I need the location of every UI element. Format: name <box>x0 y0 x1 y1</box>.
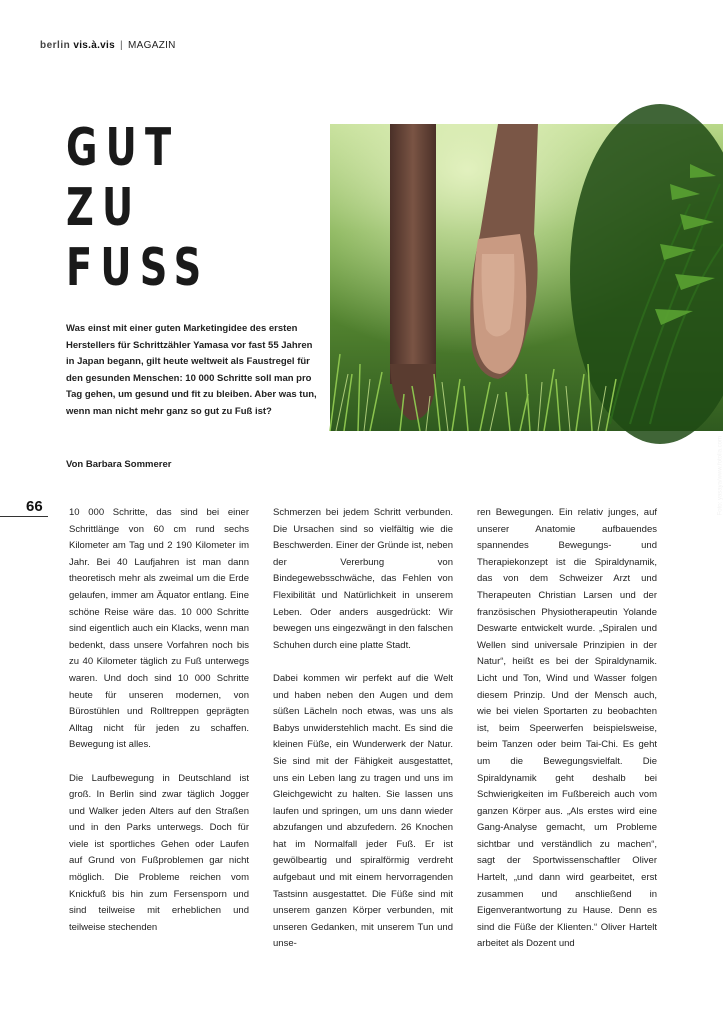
body-paragraph: Die Laufbewegung in Deutschland ist groß. In Berlin sind zwar täglich Jogger und Walker jeden Alters auf den Straßen und in den Parks unterwegs. Doch für viele ist sportliches Gehen oder Laufen auf Grund von Fußproblemen gar nicht möglich. Die Probleme reichen vom Knickfuß bis hin zum Fersensporn und sind teilweise mit erheblichen und teilweise stechenden <box>69 772 249 933</box>
magazine-header <box>40 40 176 51</box>
page-number-rule <box>0 516 48 517</box>
brand-berlin: berlin <box>40 40 71 51</box>
title-line-3: FUSS <box>66 238 210 298</box>
title-line-2: ZU <box>66 178 142 238</box>
brand-visavis: vis.à.vis <box>73 40 115 51</box>
body-paragraph: 10 000 Schritte, das sind bei einer Schrittlänge von 60 cm rund sechs Kilometer am Tag und 2 190 Kilometer im Jahr. Bei 40 Laufjahren ist man dann theoretisch mehr als zweimal um die Erde gelaufen, immer am Äquator entlang. Eine schöne Reise wäre das. 10 000 Schritte sind eigentlich auch ein Klacks, wenn man bedenkt, dass unsere Vorfahren noch bis zu 40 Kilometer täglich zu Fuß unterwegs waren. Und doch sind 10 000 Schritte heute für unseren modernen, von Bürostühlen und Rolltreppen geprägten Alltag nicht für jeden zu schaffen. Bewegung ist alles. <box>69 507 249 751</box>
article-title <box>66 118 230 298</box>
title-line-1: GUT <box>66 118 180 178</box>
body-paragraph: ren Bewegungen. Ein relativ junges, auf unserer Anatomie aufbauendes spannendes Bewegungs- und Therapiekonzept ist die Spiraldynamik, das von dem Schweizer Arzt und Therapeuten Christian Larsen und der französischen Physiotherapeutin Yolande Deswarte entwickelt wurde. „Spiralen und Wellen sind universale Prinzipien in der Natur“, heißt es bei der Spiraldynamik. Licht und Ton, Wind und Wasser folgen diesem Prinzip. Und der Mensch auch, wie bei vielen Sportarten zu beobachten ist, beim Speerwerfen beispielsweise, beim Tanzen oder beim Tai-Chi. Es geht um die Bewegungsvielfalt. Die Spiraldynamik geht deshalb bei Schwierigkeiten im Fußbereich auch vom ganzen Körper aus. „Als erstes wird eine Gang-Analyse gemacht, um Probleme sichtbar und verständlich zu machen“, sagt der Sportwissenschaftler Oliver Hartelt, „und dann wird gearbeitet, erst zusammen und anschließend in Eigenverantwortung zu Hause. Denn es sind die Füße der Klienten.“ Oliver Hartelt arbeitet als Dozent und <box>477 507 657 950</box>
article-intro: Was einst mit einer guten Marketingidee des ersten Herstellers für Schrittzähler Yamasa vor fast 55 Jahren in Japan begann, gilt heute weltweit als Faustregel für den gesunden Menschen: 10 000 Schritte soll man pro Tag gehen, um gesund und fit zu bleiben. Aber was tun, wenn man nicht mehr ganz so gut zu Fuß ist? <box>66 323 317 417</box>
photo-credit: Foto: yasaya/www.fotolia.com <box>717 436 723 516</box>
body-column-1 <box>69 505 249 936</box>
body-column-2 <box>273 505 453 953</box>
author-byline: Von Barbara Sommerer <box>66 459 172 470</box>
body-paragraph: Dabei kommen wir perfekt auf die Welt und haben neben den Augen und dem süßen Lächeln noch etwas, was uns als Babys unwiderstehlich macht. Es sind die kleinen Füße, ein Wunderwerk der Natur. Sie sind mit der Fähigkeit ausgestattet, uns ein Leben lang zu tragen und uns im Gleichgewicht zu halten. Sie lassen uns laufen und springen, um uns dann wieder abzufangen und abzufedern. 26 Knochen hat im Normalfall jeder Fuß. Er ist gewölbeartig und spiralförmig verdreht aufgebaut und mit einem hervorragenden Tastsinn ausgestattet. Die Füße sind mit unserem ganzen Körper verbunden, mit unseren Gedanken, mit unserem Tun und unse- <box>273 672 453 950</box>
page-number: 66 <box>26 498 43 515</box>
body-paragraph: Schmerzen bei jedem Schritt verbunden. Die Ursachen sind so vielfältig wie die Beschwerden. Einer der Gründe ist, neben der Vererbung von Bindegewebsschwäche, das Fehlen von Flexibilität und Natürlichkeit in unserem Leben. Oder anders ausgedrückt: Wir bewegen uns eingezwängt in den falschen Schuhen durch eine platte Stadt. <box>273 507 453 651</box>
article-photo <box>330 124 723 516</box>
photo-illustration <box>330 124 723 431</box>
body-column-3 <box>477 505 657 953</box>
header-section: MAGAZIN <box>128 40 176 51</box>
header-separator: | <box>120 40 123 51</box>
